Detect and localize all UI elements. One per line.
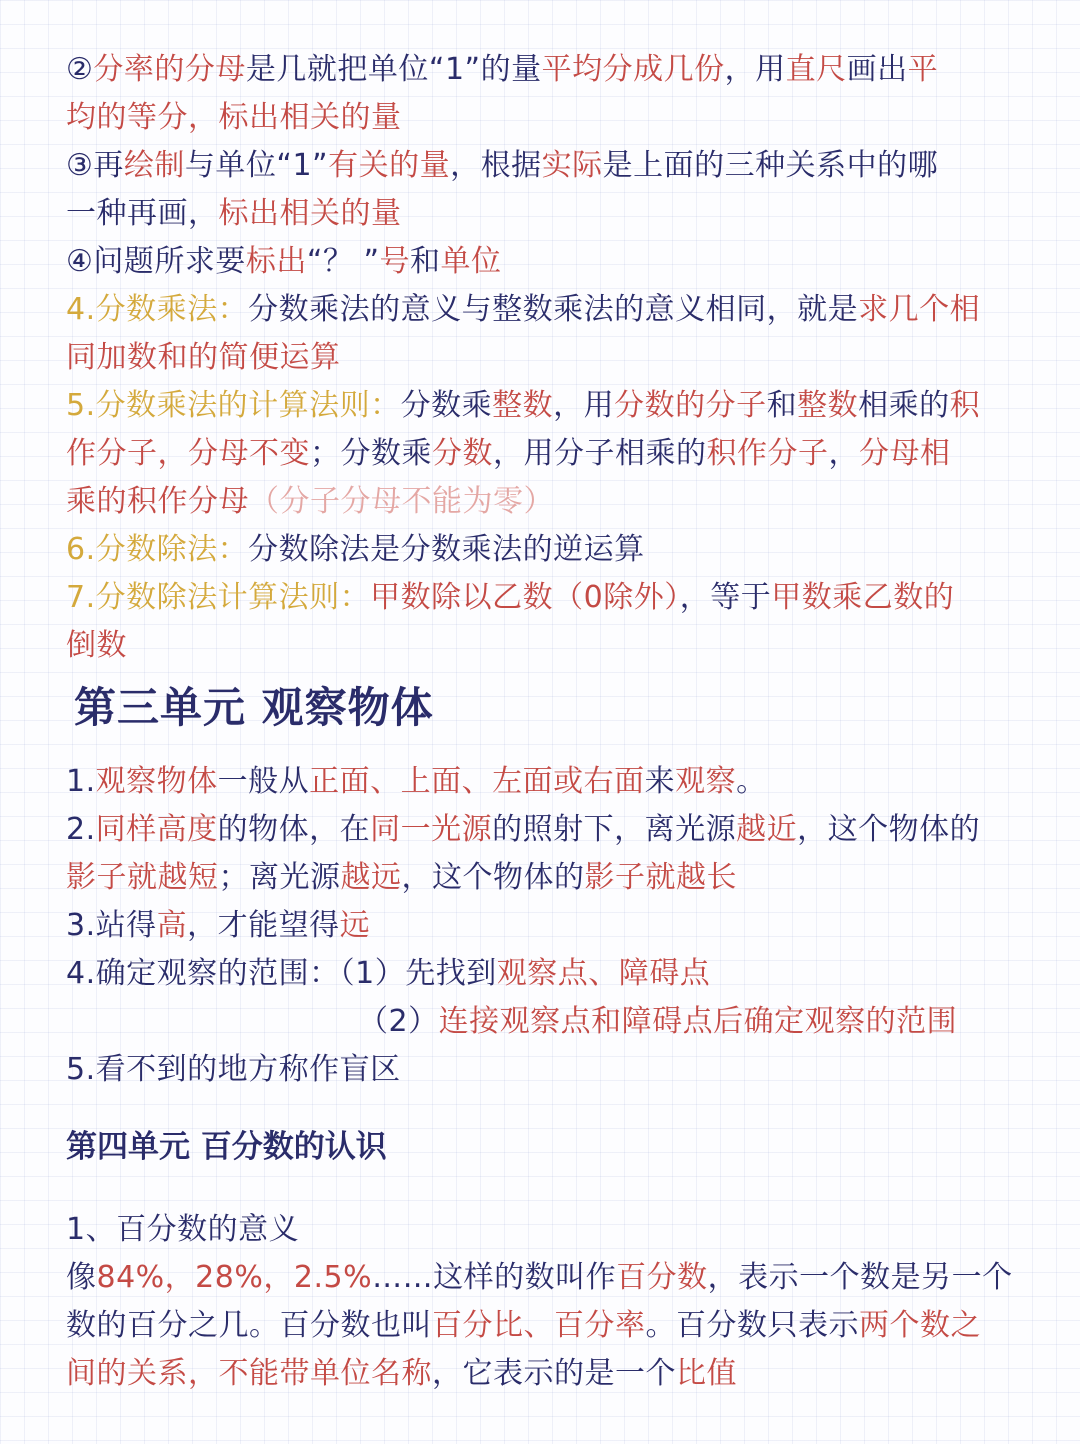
text-run: 一般从	[217, 764, 310, 799]
text-run: 百分数	[616, 1260, 708, 1295]
text-run: ③再	[66, 148, 124, 183]
text-run: 越近	[736, 812, 798, 847]
item-6-fraction-division	[66, 530, 645, 570]
step-3-line	[66, 146, 938, 186]
text-run: 3.站得	[66, 908, 157, 943]
text-run: 同加数和的简便运算	[66, 340, 341, 375]
text-run: “？ ”	[306, 244, 380, 279]
text-run: 5.看不到的地方称作盲区	[66, 1052, 401, 1087]
text-run: 相乘的	[858, 388, 950, 423]
text-run: 标出	[245, 244, 307, 279]
text-run: ，这个物体的	[401, 860, 585, 895]
text-run: 连接观察点和障碍点后确定观察的范围	[438, 1004, 958, 1039]
unit-4-paragraph-line-1	[66, 1258, 1013, 1298]
unit-4-paragraph-line-3	[66, 1354, 737, 1394]
text-run: 像	[66, 1260, 97, 1295]
text-run: 数的百分之几。百分数也叫	[66, 1308, 432, 1343]
step-3-continuation	[66, 194, 402, 234]
unit-3-point-2	[66, 810, 980, 850]
text-run: ，用分子相乘的	[493, 436, 707, 471]
text-run: 百分比、百分率	[432, 1308, 646, 1343]
text-run: 来	[644, 764, 676, 799]
text-run: 观察点、障碍点	[496, 956, 711, 991]
text-run: 影子就越长	[584, 860, 737, 895]
unit-3-heading: 第三单元 观察物体	[74, 683, 434, 732]
item-5-continuation	[66, 434, 951, 474]
item-7-continuation	[66, 626, 127, 666]
text-run: 影子就越短	[66, 860, 219, 895]
text-run: ②	[66, 52, 94, 87]
text-run: 分数除法是分数乘法的逆运算	[248, 532, 645, 567]
text-run: 分数的分子	[614, 388, 767, 423]
text-run: 标出相关的量	[218, 196, 402, 231]
text-run: 有关的量	[328, 148, 451, 183]
text-run: 直尺	[785, 52, 847, 87]
item-5-multiplication-rules	[66, 386, 980, 426]
text-run: 2.	[66, 812, 96, 847]
unit-3-point-3	[66, 906, 370, 946]
step-2-continuation	[66, 98, 402, 138]
text-run: 与单位“1”	[184, 148, 329, 183]
text-run: 和	[766, 388, 798, 423]
text-run: 甲数乘乙数的	[771, 580, 955, 615]
text-run: （分子分母不能为零）	[249, 484, 554, 519]
text-run: 4.确定观察的范围：（1）先找到	[66, 956, 497, 991]
text-run: ④问题所求要	[66, 244, 246, 279]
text-run: 乘的积作分母	[66, 484, 249, 519]
text-run: 甲数除以乙数（0除外）	[370, 580, 680, 615]
text-run: 实际	[541, 148, 603, 183]
unit-3-point-1	[66, 762, 767, 802]
text-run: ；分数乘	[310, 436, 432, 471]
unit-3-point-4-step-2	[358, 1002, 957, 1042]
text-run: 画出	[846, 52, 908, 87]
text-run: 是几就把单位“1”的量	[245, 52, 542, 87]
step-2-line	[66, 50, 938, 90]
unit-3-point-5	[66, 1050, 401, 1090]
text-run: 一种再画，	[66, 196, 219, 231]
text-run: 平	[907, 52, 939, 87]
text-run: 同样高度	[95, 812, 218, 847]
text-run: ，根据	[450, 148, 542, 183]
text-run: 单位	[440, 244, 502, 279]
text-run: ，它表示的是一个	[432, 1356, 676, 1391]
text-run: 7.分数除法计算法则：	[66, 580, 371, 615]
unit-4-heading: 第四单元 百分数的认识	[66, 1129, 387, 1165]
text-run: ；离光源	[218, 860, 341, 895]
text-run: 间的关系，不能带单位名称	[66, 1356, 432, 1391]
text-run: ……这样的数叫作	[372, 1260, 617, 1295]
text-run: 分数	[432, 436, 493, 471]
text-run: 积	[949, 388, 981, 423]
unit-3-point-2-continuation	[66, 858, 737, 898]
text-run: 求几个相	[858, 292, 981, 327]
text-run: ，才能望得	[187, 908, 340, 943]
text-run: 分率的分母	[93, 52, 246, 87]
text-run: 分数乘	[400, 388, 493, 423]
text-run: 绘制	[123, 148, 185, 183]
text-run: 观察	[675, 764, 737, 799]
text-run: 远	[339, 908, 371, 943]
text-run: 84%，28%，2.5%	[96, 1260, 373, 1295]
item-5-continuation-2	[66, 482, 554, 522]
text-run: 。	[736, 764, 767, 799]
text-run: 作分子，分母不变	[66, 436, 310, 471]
text-run: 整数	[492, 388, 554, 423]
text-run: 高	[156, 908, 188, 943]
item-4-continuation	[66, 338, 341, 378]
text-run: 均的等分，标出相关的量	[66, 100, 402, 135]
text-run: 。百分数只表示	[645, 1308, 859, 1343]
text-run: 6.分数除法：	[66, 532, 249, 567]
text-run: （2）	[358, 1004, 439, 1039]
item-4-fraction-multiplication	[66, 290, 980, 330]
text-run: 观察物体	[95, 764, 218, 799]
unit-4-subheading: 1、百分数的意义	[66, 1212, 300, 1247]
text-run: 1.	[66, 764, 96, 799]
text-run: 同一光源	[370, 812, 493, 847]
text-run: 倒数	[66, 628, 127, 663]
text-run: 平均分成几份	[541, 52, 725, 87]
text-run: 两个数之	[859, 1308, 981, 1343]
text-run: 4.分数乘法：	[66, 292, 249, 327]
text-run: 分数乘法的意义与整数乘法的意义相同，就是	[248, 292, 859, 327]
text-run: 的物体，在	[217, 812, 371, 847]
unit-3-point-4	[66, 954, 710, 994]
text-run: 是上面的三种关系中的哪	[602, 148, 939, 183]
text-run: ，等于	[679, 580, 772, 615]
text-run: 比值	[676, 1356, 737, 1391]
text-run: 的照射下，离光源	[492, 812, 737, 847]
text-run: 和	[410, 244, 441, 279]
unit-4-paragraph-line-2	[66, 1306, 981, 1346]
text-run: 号	[379, 244, 411, 279]
text-run: 分母相	[859, 436, 951, 471]
step-4-line	[66, 242, 502, 282]
text-run: 积作分子	[706, 436, 829, 471]
text-run: ，用	[724, 52, 786, 87]
text-run: ，用	[553, 388, 615, 423]
text-run: 越远	[340, 860, 402, 895]
text-run: ，	[828, 436, 859, 471]
text-run: 5.分数乘法的计算法则：	[66, 388, 401, 423]
item-7-division-rules	[66, 578, 954, 618]
text-run: ，表示一个数是另一个	[707, 1260, 1013, 1295]
text-run: 整数	[797, 388, 859, 423]
text-run: ，这个物体的	[797, 812, 981, 847]
text-run: 正面、上面、左面或右面	[309, 764, 645, 799]
